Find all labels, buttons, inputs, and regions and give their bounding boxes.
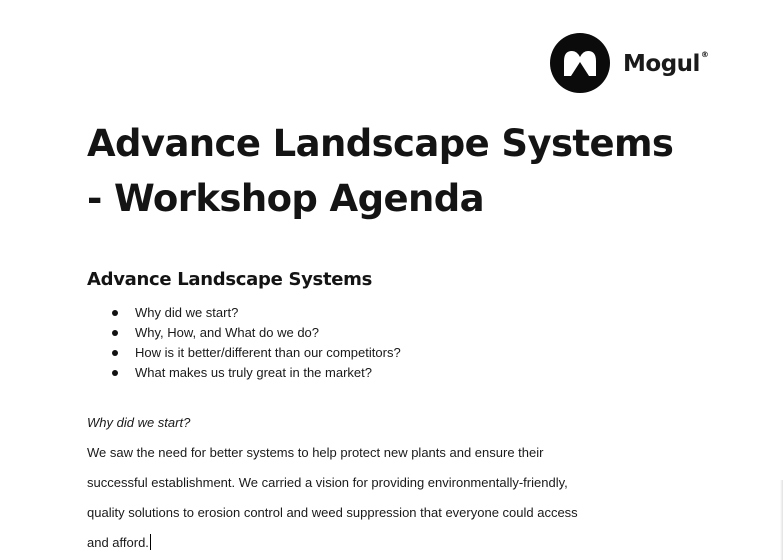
- list-item[interactable]: [108, 303, 401, 323]
- list-item[interactable]: [108, 323, 401, 343]
- bullet-icon: [112, 370, 118, 376]
- answer-line-2[interactable]: successful establishment. We carried a vision for providing environmentally-friendly,: [87, 475, 568, 490]
- bullet-icon: [112, 330, 118, 336]
- list-item-text[interactable]: How is it better/different than our competitors?: [135, 345, 401, 360]
- document-title[interactable]: [87, 116, 727, 226]
- logo-wordmark: [623, 51, 708, 77]
- answer-line-4-text[interactable]: and afford.: [87, 535, 149, 550]
- list-item-text[interactable]: Why did we start?: [135, 305, 239, 320]
- mogul-logo: [550, 33, 708, 93]
- title-line-2[interactable]: - Workshop Agenda: [87, 177, 484, 220]
- list-item-text[interactable]: What makes us truly great in the market?: [135, 365, 372, 380]
- list-item[interactable]: [108, 343, 401, 363]
- section-heading[interactable]: Advance Landscape Systems: [87, 269, 373, 290]
- answer-line-1[interactable]: We saw the need for better systems to help protect new plants and ensure their: [87, 445, 544, 460]
- mogul-m-logo-icon: [550, 33, 610, 93]
- logo-wordmark-text: Mogul: [623, 51, 700, 77]
- answer-line-3[interactable]: quality solutions to erosion control and weed suppression that everyone could access: [87, 505, 578, 520]
- bullet-icon: [112, 350, 118, 356]
- question-text[interactable]: Why did we start?: [87, 415, 191, 430]
- bullet-icon: [112, 310, 118, 316]
- answer-line-4[interactable]: [87, 533, 151, 553]
- list-item-text[interactable]: Why, How, and What do we do?: [135, 325, 320, 340]
- registered-mark: ®: [700, 50, 709, 59]
- title-line-1[interactable]: Advance Landscape Systems: [87, 122, 674, 165]
- text-cursor: [150, 534, 152, 550]
- agenda-list: [108, 303, 401, 383]
- list-item[interactable]: [108, 363, 401, 383]
